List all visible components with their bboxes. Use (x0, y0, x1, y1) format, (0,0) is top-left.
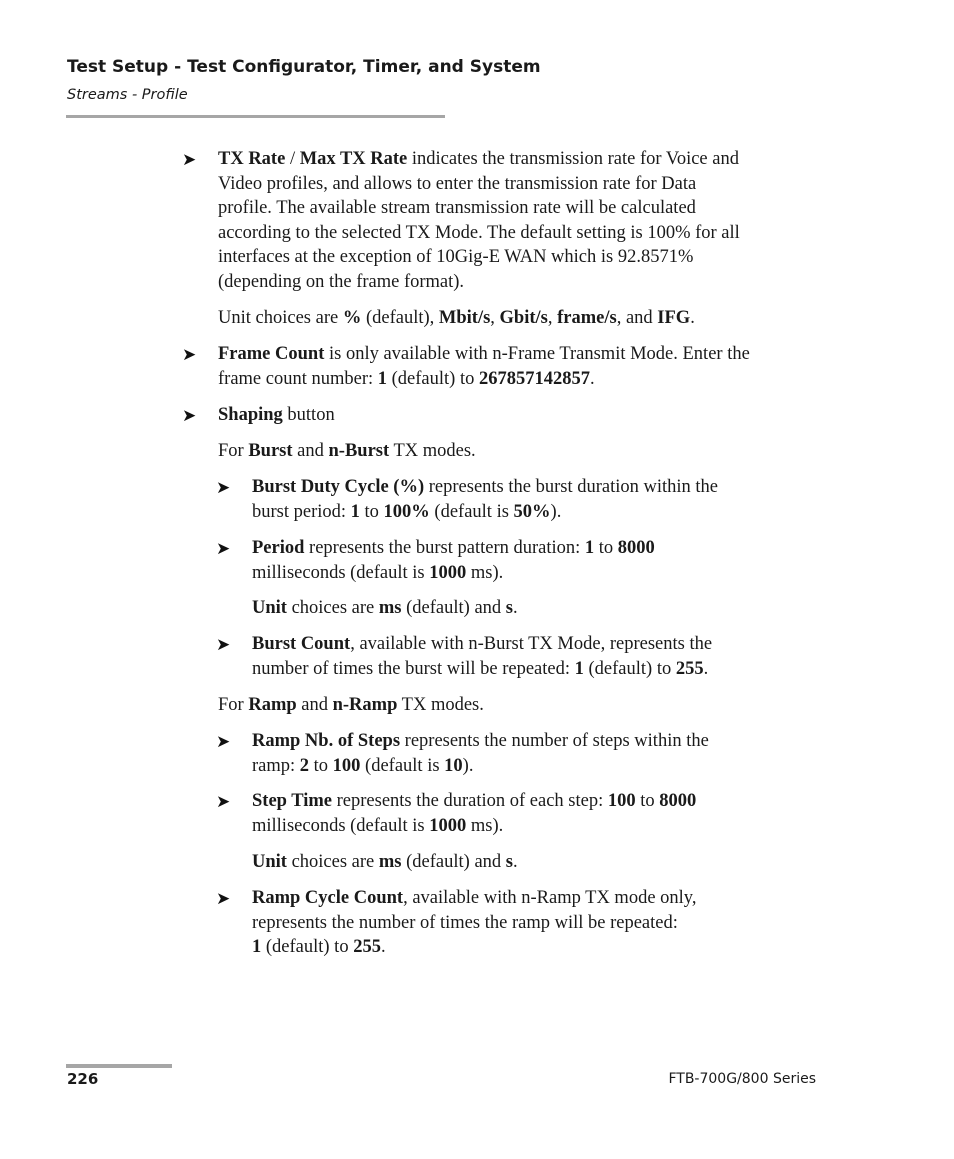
page-header-subtitle: Streams - Profile (67, 87, 188, 103)
bullet-period: ➤ Period represents the burst pattern duration: 1 to 8000 milliseconds (default is 1000 ms). (216, 538, 655, 583)
page-number: 226 (67, 1070, 99, 1088)
product-series: FTB-700G/800 Series (668, 1071, 816, 1087)
arrow-bullet-icon: ➤ (216, 792, 231, 812)
bullet-step-time: ➤ Step Time represents the duration of each step: 100 to 8000 milliseconds (default is 1000 ms). (216, 791, 697, 836)
arrow-bullet-icon: ➤ (216, 635, 231, 655)
unit-choices-rate: Unit choices are % (default), Mbit/s, Gbit/s, frame/s, and IFG. (218, 308, 695, 328)
bullet-ramp-cycle-count: ➤ Ramp Cycle Count, available with n-Ramp TX mode only, represents the number of times the ramp will be repeated: 1 (default) to 255. (216, 888, 697, 957)
bullet-tx-rate: ➤ TX Rate / Max TX Rate indicates the transmission rate for Voice and Video profiles, and allows to enter the transmission rate for Data profile. The available stream transmission rate will be calculated according to the selected TX Mode. The default setting is 100% for all interfaces at the exception of 10Gig-E WAN which is 92.8571% (depending on the frame format). (182, 149, 740, 292)
unit-choices-step-time: Unit choices are ms (default) and s. (252, 852, 518, 872)
for-burst-modes: For Burst and n-Burst TX modes. (218, 441, 476, 461)
header-rule (66, 115, 445, 118)
arrow-bullet-icon: ➤ (182, 150, 197, 170)
arrow-bullet-icon: ➤ (216, 889, 231, 909)
bullet-frame-count: ➤ Frame Count is only available with n-Frame Transmit Mode. Enter the frame count number: 1 (default) to 267857142857. (182, 344, 750, 389)
arrow-bullet-icon: ➤ (216, 732, 231, 752)
arrow-bullet-icon: ➤ (182, 406, 197, 426)
bullet-burst-count: ➤ Burst Count, available with n-Burst TX Mode, represents the number of times the burst will be repeated: 1 (default) to 255. (216, 634, 713, 679)
page-header-title: Test Setup - Test Configurator, Timer, and System (67, 57, 541, 77)
bullet-ramp-steps: ➤ Ramp Nb. of Steps represents the number of steps within the ramp: 2 to 100 (default is 10). (216, 731, 709, 776)
for-ramp-modes: For Ramp and n-Ramp TX modes. (218, 695, 484, 715)
bullet-burst-duty-cycle: ➤ Burst Duty Cycle (%) represents the burst duration within the burst period: 1 to 100% (default is 50%). (216, 477, 719, 522)
arrow-bullet-icon: ➤ (216, 539, 231, 559)
unit-choices-period: Unit choices are ms (default) and s. (252, 598, 518, 618)
bullet-shaping: ➤ Shaping button (218, 403, 335, 428)
arrow-bullet-icon: ➤ (216, 478, 231, 498)
footer-rule (66, 1064, 172, 1068)
arrow-bullet-icon: ➤ (182, 345, 197, 365)
